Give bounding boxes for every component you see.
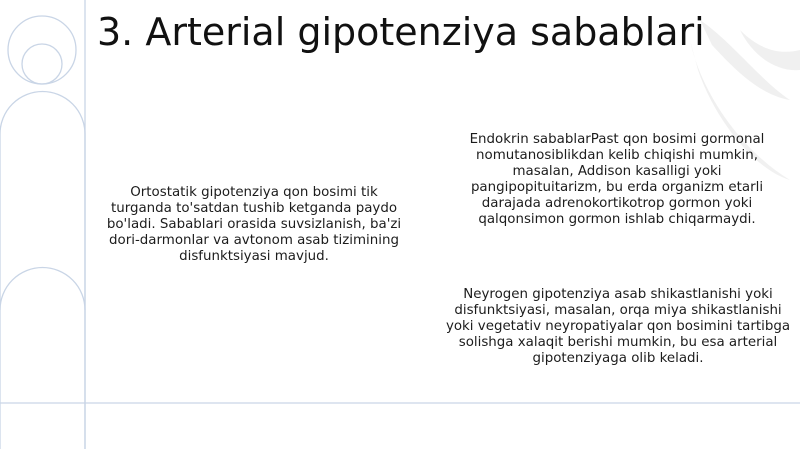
circle-inner-top <box>22 44 62 84</box>
endocrine-text-block: Endokrin sabablarPast qon bosimi gormonal nomutanosiblikdan kelib chiqishi mumkin, masalan, Addison kasalligi yoki pangipopituitarizm, bu erda organizm etarli darajada adrenokortikotrop gormon yoki qalqonsimon gormon ishlab chiqarmaydi. <box>469 132 765 227</box>
arc-lower <box>0 268 85 310</box>
arc-middle <box>0 92 85 134</box>
neurogenic-text-block: Neyrogen gipotenziya asab shikastlanishi yoki disfunktsiyasi, masalan, orqa miya shikastlanishi yoki vegetativ neyropatiyalar qon bosimini tartibga solishga xalaqit berishi mumkin, bu esa arterial gipotenziyaga olib keladi. <box>445 287 791 366</box>
circle-outer-top <box>8 16 76 84</box>
orthostatic-text-block: Ortostatik gipotenziya qon bosimi tik turganda to'satdan tushib ketganda paydo bo'ladi. Sabablari orasida suvsizlanish, ba'zi dori-darmonlar va avtonom asab tizimining disfunktsiyasi mavjud. <box>106 185 402 264</box>
slide-title: 3. Arterial gipotenziya sabablari <box>97 10 705 54</box>
